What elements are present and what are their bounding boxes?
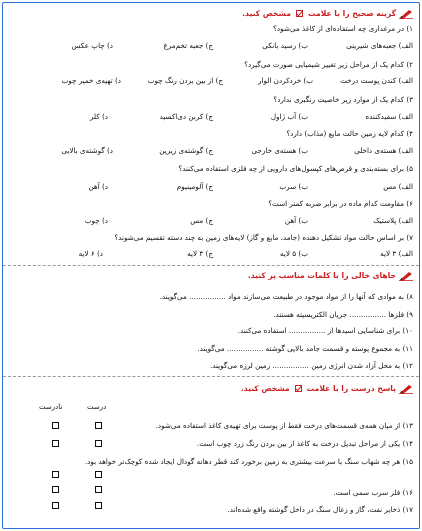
- q7-option-a: الف) ۳ لایه: [380, 249, 413, 258]
- q7-option-d: د) ۶ لایه: [78, 249, 103, 258]
- q1-option-b: ب) رسید بانکی: [262, 41, 308, 50]
- tf-item-14: ۱۴) یکی از مراحل تبدیل درخت به کاغذ از بین بردن رنگ زرد چوب است.: [196, 439, 413, 448]
- fill-item-11: ۱۱) به مجموع پوسته و قسمت جامد بالایی گوشته ................ می‌گویند.: [197, 344, 413, 353]
- q6-option-c: ج) مس: [190, 216, 213, 225]
- column-header-true: درست: [87, 403, 107, 411]
- tf-item-16: ۱۶) فلز سرب سمی است.: [333, 488, 413, 497]
- q5-option-a: الف) مس: [383, 182, 413, 191]
- question-2: ۲) کدام یک از مراحل زیر تغییر شیمیایی صورت می‌گیرد؟: [244, 60, 413, 69]
- q4-option-a: الف) هسته‌ی داخلی: [354, 146, 413, 155]
- false-checkbox[interactable]: [52, 422, 59, 429]
- divider: [3, 376, 419, 377]
- pencil-icon: [399, 384, 413, 394]
- false-checkbox[interactable]: [52, 502, 59, 509]
- question-4: ۴) کدام لایه زمین حالت مایع (مذاب) دارد؟: [286, 129, 413, 138]
- tf-item-15: ۱۵) هر چه شهاب سنگ با سرعت بیشتری به زمین برخورد کند قطر دهانه گودال ایجاد شده کوچک‌تر خواهد بود.: [84, 457, 413, 466]
- true-checkbox[interactable]: [95, 471, 102, 478]
- checkbox-icon: [295, 385, 302, 392]
- section1-title-suffix: مشخص کنید.: [242, 9, 291, 18]
- q3-option-b: ب) آب ژاول: [270, 112, 308, 121]
- q7-option-b: ب) ۵ لایه: [280, 249, 308, 258]
- fill-item-12: ۱۲) به محل آزاد شدن انرژی زمین ................ زمین لرزه می‌گویند.: [209, 361, 413, 370]
- q5-option-d: د) آهن: [88, 182, 108, 191]
- q1-option-c: ج) جعبه تخم‌مرغ: [163, 41, 213, 50]
- true-checkbox[interactable]: [95, 486, 102, 493]
- q5-option-b: ب) سرب: [279, 182, 308, 191]
- q6-option-b: ب) آهن: [284, 216, 308, 225]
- worksheet-content: [9, 3, 413, 528]
- question-1: ۱) در مرغداری چه استفاده‌ای از کاغذ می‌شود؟: [273, 24, 413, 33]
- fill-item-8: ۸) به موادی که آنها را از مواد موجود در طبیعت می‌سازند مواد ................ می‌گویند.: [159, 292, 413, 301]
- q4-option-b: ب) هسته‌ی خارجی: [251, 146, 308, 155]
- column-header-false: نادرست: [39, 403, 63, 411]
- section2-title: [248, 270, 413, 281]
- section1-title: [242, 8, 413, 19]
- false-checkbox[interactable]: [52, 486, 59, 493]
- q5-option-c: ج) آلومینیوم: [176, 182, 213, 191]
- fill-item-10: ۱۰) برای شناسایی اسیدها از ................ استفاده می‌کنند.: [237, 326, 413, 335]
- q7-option-c: ج) ۴ لایه: [187, 249, 213, 258]
- q2-option-b: ب) خردکردن الوار: [258, 76, 313, 85]
- tf-item-13: ۱۳) از میان همه‌ی قسمت‌های درخت فقط از پوست برای تهیه‌ی کاغذ استفاده می‌شود.: [155, 421, 413, 430]
- q3-option-d: د) کلر: [89, 112, 108, 121]
- true-checkbox[interactable]: [95, 502, 102, 509]
- q2-option-d: د) تهیه‌ی خمیر چوب: [61, 76, 121, 85]
- q3-option-a: الف) سفیدکننده: [365, 112, 413, 121]
- section3-title-suffix: مشخص کنید.: [240, 384, 290, 393]
- true-checkbox[interactable]: [95, 440, 102, 447]
- question-6: ۶) مقاومت کدام ماده در برابر ضربه کمتر است؟: [268, 199, 413, 208]
- q1-option-d: د) چاپ عکس: [71, 41, 113, 50]
- q4-option-c: ج) گوشته‌ی زیرین: [159, 146, 213, 155]
- true-checkbox[interactable]: [95, 422, 102, 429]
- fill-item-9: ۹) فلزها ................ جریان الکتریسیته هستند.: [273, 310, 413, 319]
- worksheet-page: [2, 2, 420, 529]
- checkbox-icon: [296, 10, 303, 17]
- q6-option-d: د) چوب: [84, 216, 108, 225]
- false-checkbox[interactable]: [52, 440, 59, 447]
- q2-option-a: الف) کندن پوست درخت: [340, 76, 413, 85]
- q3-option-c: ج) کربن دی‌اکسید: [159, 112, 213, 121]
- question-7: ۷) بر اساس حالت مواد تشکیل دهنده (جامد، مایع و گاز) لایه‌های زمین به چند دسته تقسیم می‌شوند؟: [114, 233, 413, 242]
- false-checkbox[interactable]: [52, 471, 59, 478]
- section3-title: [241, 383, 413, 394]
- section3-title-text: پاسخ درست را با علامت: [306, 384, 396, 393]
- pencil-icon: [399, 271, 413, 281]
- q6-option-a: الف) پلاستیک: [373, 216, 413, 225]
- section2-title-text: جاهای خالی را با کلمات مناسب پر کنید.: [247, 271, 396, 280]
- pencil-icon: [399, 9, 413, 19]
- question-5: ۵) برای بسته‌بندی و قرص‌های کپسول‌های دارویی از چه فلزی استفاده می‌کنند؟: [178, 164, 413, 173]
- q1-option-a: الف) جعبه‌های شیرینی: [346, 41, 413, 50]
- tf-item-17: ۱۷) ذخایر نفت، گاز و زغال سنگ در داخل گوشته واقع شده‌اند.: [227, 505, 413, 514]
- q4-option-d: د) گوشته‌ی بالایی: [61, 146, 113, 155]
- q2-option-c: ج) از بین بردن رنگ چوب: [147, 76, 223, 85]
- divider: [3, 265, 419, 266]
- question-3: ۳) کدام یک از موارد زیر خاصیت رنگبری ندارد؟: [273, 95, 413, 104]
- section1-title-text: گزینه صحیح را با علامت: [307, 9, 396, 18]
